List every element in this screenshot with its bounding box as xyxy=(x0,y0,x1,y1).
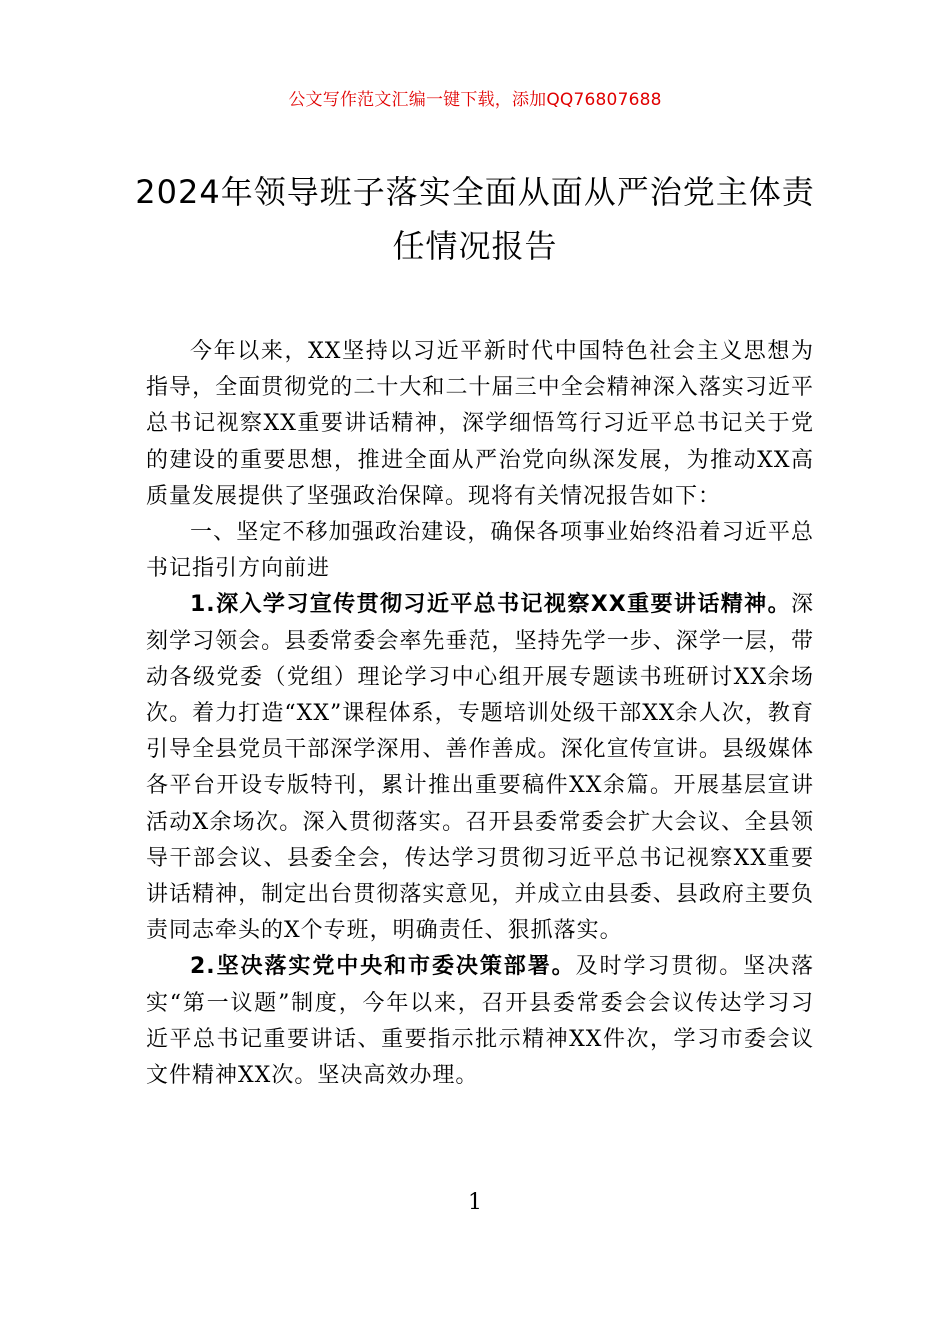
item-1-lead: 1.深入学习宣传贯彻习近平总书记视察XX重要讲话精神。 xyxy=(190,592,791,618)
intro-paragraph: 今年以来，XX坚持以习近平新时代中国特色社会主义思想为指导，全面贯彻党的二十大和二十届三中全会精神深入落实习近平总书记视察XX重要讲话精神，深学细悟笃行习近平总书记关于党的建设的重要思想，推进全面从严治党向纵深发展，为推动XX高质量发展提供了坚强政治保障。现将有关情况报告如下： xyxy=(146,339,814,509)
document-body xyxy=(146,334,814,1094)
page-number: 1 xyxy=(468,1190,482,1215)
section-heading-1: 一、坚定不移加强政治建设，确保各项事业始终沿着习近平总书记指引方向前进 xyxy=(146,520,814,582)
item-2-lead: 2.坚决落实党中央和市委决策部署。 xyxy=(190,954,576,980)
item-2-paragraph xyxy=(146,949,814,1094)
item-1-text: 深刻学习领会。县委常委会率先垂范，坚持先学一步、深学一层，带动各级党委（党组）理论学习中心组开展专题读书班研讨XX余场次。着力打造“XX”课程体系，专题培训处级干部XX余人次，教育引导全县党员干部深学深用、善作善成。深化宣传宣讲。县级媒体各平台开设专版特刊，累计推出重要稿件XX余篇。开展基层宣讲活动X余场次。深入贯彻落实。召开县委常委会扩大会议、全县领导干部会议、县委全会，传达学习贯彻习近平总书记视察XX重要讲话精神，制定出台贯彻落实意见，并成立由县委、县政府主要负责同志牵头的X个专班，明确责任、狠抓落实。 xyxy=(146,592,814,944)
document-title: 2024年领导班子落实全面从面从严治党主体责任情况报告 xyxy=(135,173,815,265)
download-notice: 公文写作范文汇编一键下载，添加QQ76807688 xyxy=(288,90,662,110)
item-1-paragraph xyxy=(146,587,814,949)
item-2-text: 及时学习贯彻。坚决落实“第一议题”制度，今年以来，召开县委常委会会议传达学习习近平总书记重要讲话、重要指示批示精神XX件次，学习市委会议文件精神XX次。坚决高效办理。 xyxy=(146,954,814,1089)
